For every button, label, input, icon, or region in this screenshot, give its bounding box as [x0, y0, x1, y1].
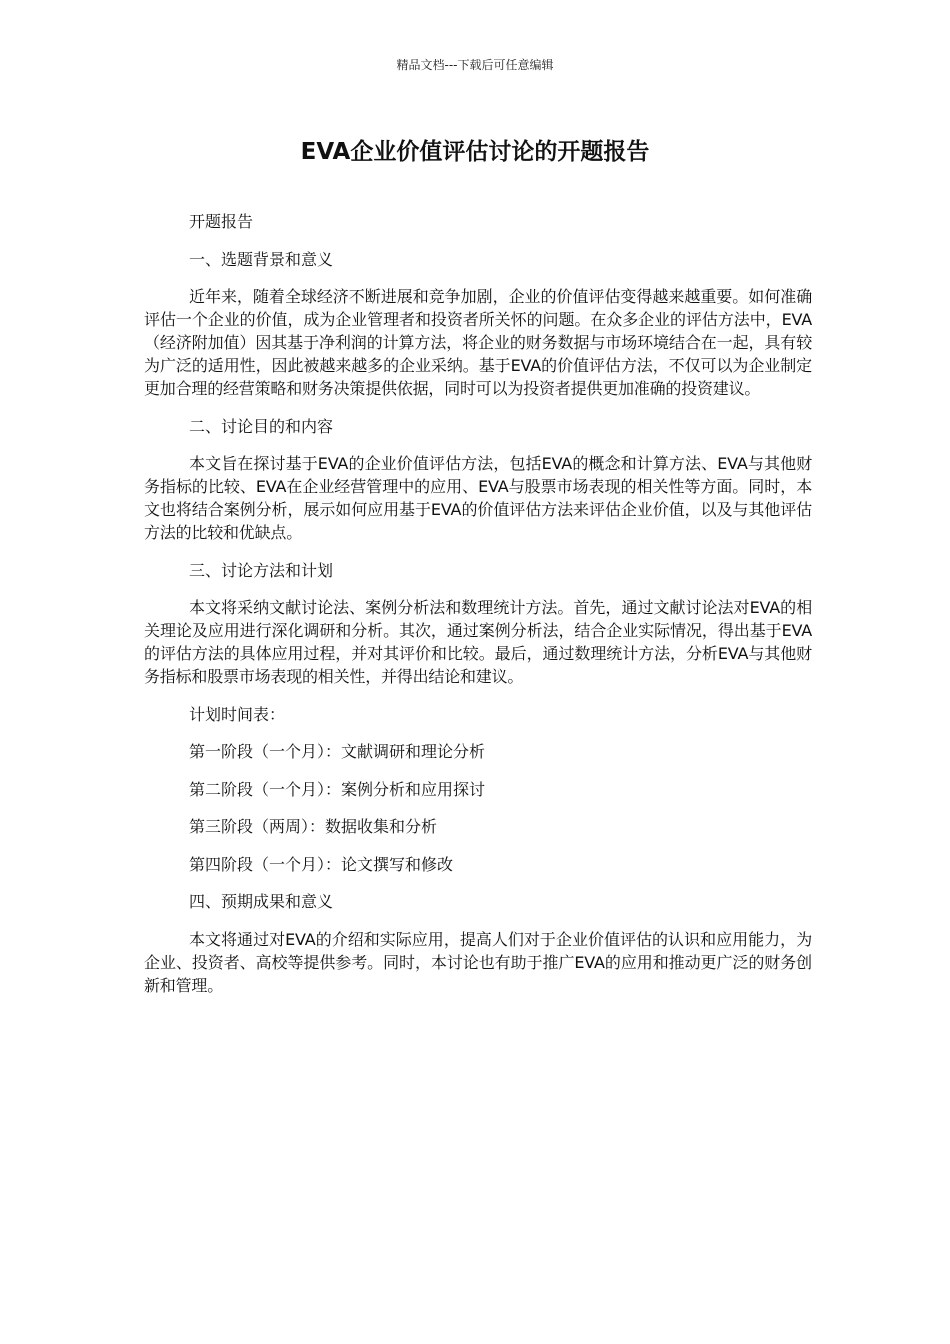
section-label-report: 开题报告 [189, 212, 254, 231]
document-title: EVA企业价值评估讨论的开题报告 [300, 139, 650, 165]
schedule-item: 第四阶段（一个月）：论文撰写和修改 [189, 854, 454, 874]
paragraph-method: 本文将采纳文献讨论法、案例分析法和数理统计方法。首先，通过文献讨论法对EVA的相关理论及应用进行深化调研和分析。其次，通过案例分析法，结合企业实际情况，得出基于EVA的评估方法的具体应用过程，并对其评价和比较。最后，通过数理统计方法，分析EVA与其他财务指标和股票市场表现的相关性，并得出结论和建议。 [144, 598, 812, 686]
schedule-item: 第三阶段（两周）：数据收集和分析 [189, 817, 438, 836]
section-heading-method: 三、讨论方法和计划 [189, 560, 334, 580]
paragraph-purpose: 本文旨在探讨基于EVA的企业价值评估方法，包括EVA的概念和计算方法、EVA与其他财务指标的比较、EVA在企业经营管理中的应用、EVA与股票市场表现的相关性等方面。同时，本文也将结合案例分析，展示如何应用基于EVA的价值评估方法来评估企业价值，以及与其他评估方法的比较和优缺点。 [144, 454, 812, 542]
paragraph-background: 近年来，随着全球经济不断进展和竞争加剧，企业的价值评估变得越来越重要。如何准确评估一个企业的价值，成为企业管理者和投资者所关怀的问题。在众多企业的评估方法中，EVA（经济附加值）因其基于净利润的计算方法，将企业的财务数据与市场环境结合在一起，具有较为广泛的适用性，因此被越来越多的企业采纳。基于EVA的价值评估方法，不仅可以为企业制定更加合理的经营策略和财务决策提供依据，同时可以为投资者提供更加准确的投资建议。 [144, 287, 812, 398]
section-heading-background: 一、选题背景和意义 [189, 249, 334, 269]
document-body [144, 210, 812, 1011]
paragraph-outcomes: 本文将通过对EVA的介绍和实际应用，提高人们对于企业价值评估的认识和应用能力，为企业、投资者、高校等提供参考。同时，本讨论也有助于推广EVA的应用和推动更广泛的财务创新和管理。 [144, 929, 812, 995]
schedule-item: 第二阶段（一个月）：案例分析和应用探讨 [189, 779, 486, 799]
section-heading-purpose: 二、讨论目的和内容 [189, 416, 334, 436]
header-note: 精品文档---下载后可任意编辑 [396, 58, 554, 72]
schedule-heading: 计划时间表： [189, 704, 286, 724]
section-heading-outcomes: 四、预期成果和意义 [189, 892, 334, 911]
schedule-item: 第一阶段（一个月）：文献调研和理论分析 [189, 742, 486, 761]
